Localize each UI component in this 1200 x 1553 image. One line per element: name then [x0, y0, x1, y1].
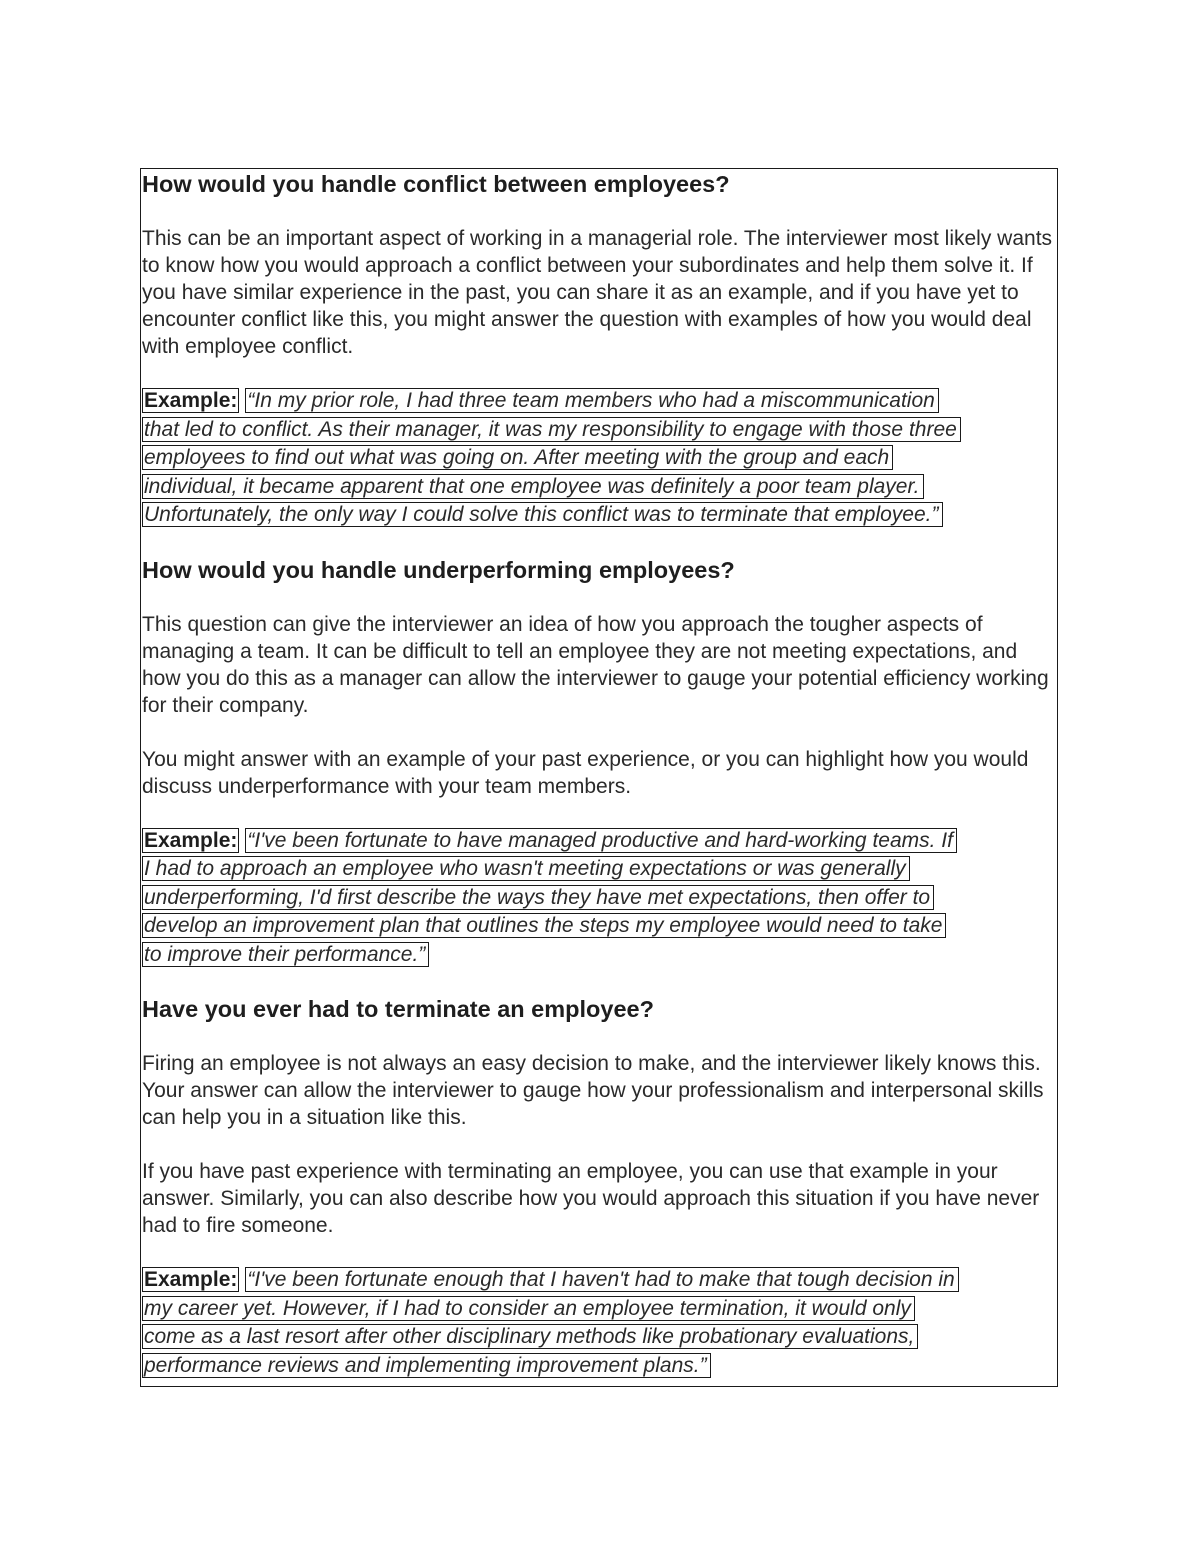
body-paragraph: This can be an important aspect of working in a managerial role. The interviewer most likely wants to know how you would approach a conflict between your subordinates and help them solve it. If you have similar experience in the past, you can share it as an example, and if you have yet to encounter conflict like this, you might answer the question with examples of how you would deal with employee conflict.: [142, 227, 1053, 358]
example-text: “In my prior role, I had three team members who had a miscommunication: [245, 388, 938, 413]
example-block: [142, 827, 1056, 970]
example-label: Example:: [144, 389, 238, 412]
section-conflict: [142, 170, 1056, 530]
example-line: [142, 473, 1056, 502]
example-line: [142, 941, 1056, 970]
example-line: [142, 1323, 1056, 1352]
example-line: [142, 444, 1056, 473]
example-text: that led to conflict. As their manager, it was my responsibility to engage with those three: [142, 417, 961, 442]
example-line: [142, 827, 1056, 856]
example-label: Example:: [144, 828, 238, 852]
document-body: [142, 170, 1056, 1380]
body-paragraph: Firing an employee is not always an easy decision to make, and the interviewer likely knows this. Your answer can allow the interviewer to gauge how your professionalism and interpersonal skills can help you in a situation like this.: [142, 1052, 1044, 1129]
question-heading: How would you handle conflict between employees?: [142, 171, 730, 197]
body-paragraph: You might answer with an example of your past experience, or you can highlight how you would discuss underperformance with your team members.: [142, 747, 1029, 798]
example-text: “I've been fortunate enough that I haven't had to make that tough decision in: [245, 1267, 958, 1292]
example-text: to improve their performance.”: [142, 942, 429, 967]
example-line: [142, 416, 1056, 445]
example-block: [142, 387, 1056, 530]
example-text: underperforming, I'd first describe the ways they have met expectations, then offer to: [142, 885, 934, 910]
example-line: [142, 1352, 1056, 1381]
example-line: [142, 884, 1056, 913]
example-text: “I've been fortunate to have managed productive and hard-working teams. If: [245, 828, 957, 853]
question-heading: How would you handle underperforming employees?: [142, 556, 735, 583]
section-termination: [142, 995, 1056, 1380]
section-underperforming: [142, 556, 1056, 970]
example-text: develop an improvement plan that outlines the steps my employee would need to take: [142, 913, 946, 938]
body-paragraph: If you have past experience with terminating an employee, you can use that example in your answer. Similarly, you can also describe how you would approach this situation if you have never had to fire someone.: [142, 1160, 1040, 1237]
example-text: employees to find out what was going on. After meeting with the group and each: [142, 445, 893, 470]
example-block: [142, 1266, 1056, 1380]
example-text: my career yet. However, if I had to consider an employee termination, it would only: [142, 1296, 915, 1321]
example-line: [142, 1266, 1056, 1295]
example-text: I had to approach an employee who wasn't meeting expectations or was generally: [142, 856, 910, 881]
example-line: [142, 855, 1056, 884]
example-line: [142, 501, 1056, 530]
example-text: come as a last resort after other disciplinary methods like probationary evaluations,: [142, 1324, 918, 1349]
example-line: [142, 387, 1056, 416]
example-line: [142, 1295, 1056, 1324]
example-label: Example:: [144, 1268, 238, 1291]
question-heading: Have you ever had to terminate an employee?: [142, 996, 654, 1022]
example-text: performance reviews and implementing improvement plans.”: [142, 1353, 711, 1378]
example-text: Unfortunately, the only way I could solve this conflict was to terminate that employee.”: [142, 502, 943, 527]
body-paragraph: This question can give the interviewer an idea of how you approach the tougher aspects of managing a team. It can be difficult to tell an employee they are not meeting expectations, and how you do this as a manager can allow the interviewer to gauge your potential efficiency working for their company.: [142, 612, 1049, 717]
example-text: individual, it became apparent that one employee was definitely a poor team player.: [142, 474, 924, 499]
example-line: [142, 912, 1056, 941]
